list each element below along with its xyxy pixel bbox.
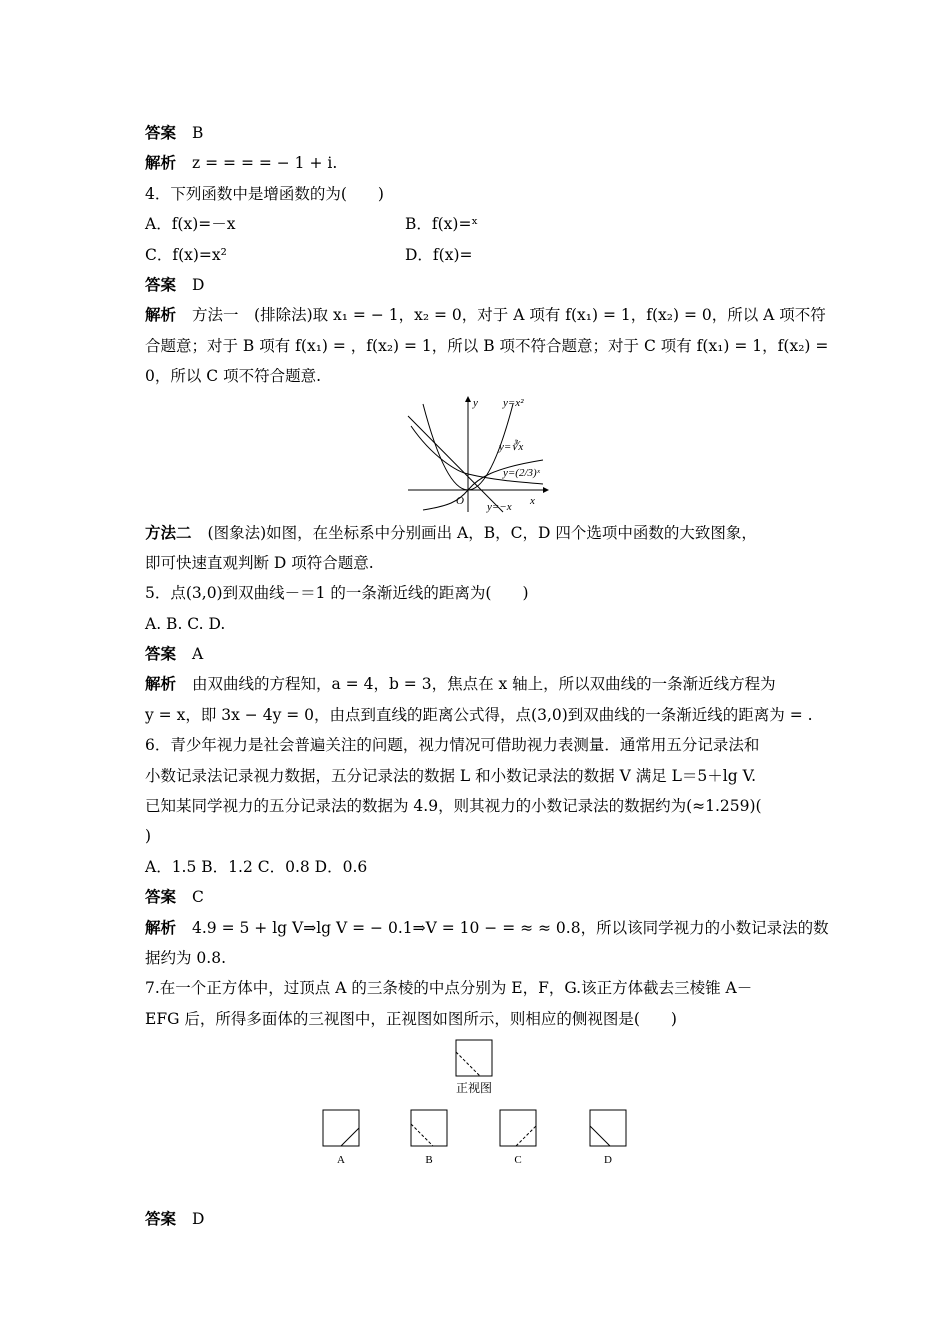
q6-stem-line-2: 小数记录法记录视力数据，五分记录法的数据 L 和小数记录法的数据 V 满足 L＝5＋lg V. <box>145 766 756 785</box>
q4-options-row-1 <box>145 209 805 239</box>
answer-value: C <box>192 888 204 907</box>
q6-stem-line-1: 6．青少年视力是社会普遍关注的问题，视力情况可借助视力表测量．通常用五分记录法和 <box>145 736 760 755</box>
function-graph-figure <box>145 394 805 514</box>
method2-label: 方法二 <box>145 522 192 542</box>
q5-stem: 5．点(3,0)到双曲线－＝1 的一条渐近线的距离为( ) <box>145 584 529 603</box>
q5-answer-line <box>145 639 805 669</box>
answer-value: D <box>192 1210 205 1229</box>
graph-label-x: x <box>530 494 535 507</box>
q5-analysis-line-1 <box>145 669 805 699</box>
answer-label: 答案 <box>145 123 177 142</box>
q3-answer-line <box>145 118 805 148</box>
q6-analysis-line-2: 据约为 0.8. <box>145 948 227 967</box>
q4-option-b: B．f(x)=ˣ <box>405 215 479 234</box>
q6-answer-line <box>145 882 805 912</box>
y-axis-arrow <box>465 396 471 402</box>
choice-d-label: D <box>604 1154 612 1167</box>
q6-stem-line-4: ) <box>145 827 152 846</box>
graph-label-cube-root: y=∛x <box>499 440 524 453</box>
q4-analysis-line-2: 合题意；对于 B 项有 f(x₁) = ，f(x₂) = 1，所以 B 项不符合题意；对于 C 项有 f(x₁) = 1，f(x₂) = <box>145 336 829 355</box>
analysis-label: 解析 <box>145 674 177 694</box>
q6-stem-line-3: 已知某同学视力的五分记录法的数据为 4.9，则其视力的小数记录法的数据约为(≈1.259)( <box>145 797 762 816</box>
front-view-label: 正视图 <box>455 1081 493 1096</box>
method2-text: (图象法)如图，在坐标系中分别画出 A，B，C，D 四个选项中函数的大致图象， <box>207 523 757 542</box>
three-view-diagram <box>145 1034 805 1204</box>
q4-answer-line <box>145 270 805 300</box>
answer-label: 答案 <box>145 887 177 907</box>
choice-a-label: A <box>337 1154 345 1167</box>
analysis-label: 解析 <box>145 305 177 325</box>
analysis-label: 解析 <box>145 153 177 173</box>
analysis-text: 方法一 (排除法)取 x₁ = − 1，x₂ = 0，对于 A 项有 f(x₁) = 1，f(x₂) = 0，所以 A 项不符 <box>192 306 826 325</box>
analysis-label: 解析 <box>145 917 177 937</box>
choice-a-edge <box>341 1128 359 1146</box>
q5-options: A. B. C. D. <box>145 614 226 633</box>
choice-c-label: C <box>514 1154 522 1167</box>
q4-option-d: D．f(x)= <box>405 245 473 264</box>
three-view-figure <box>145 1034 805 1204</box>
q4-method2-line-2: 即可快速直观判断 D 项符合题意. <box>145 553 374 572</box>
q3-analysis-line <box>145 148 805 178</box>
x-axis-arrow <box>543 487 549 493</box>
choice-b-square <box>411 1110 447 1146</box>
front-view-hidden-edge <box>456 1052 480 1076</box>
q4-option-a: A．f(x)=－x <box>145 215 236 234</box>
q6-analysis-line-1 <box>145 913 829 943</box>
graph-label-exponential: y=(2/3)ˣ <box>503 466 540 479</box>
choice-c-square <box>500 1110 536 1146</box>
function-graph <box>403 394 553 514</box>
q7-stem-line-2: EFG 后，所得多面体的三视图中，正视图如图所示，则相应的侧视图是( ) <box>145 1009 677 1028</box>
analysis-text: 由双曲线的方程知，a = 4，b = 3，焦点在 x 轴上，所以双曲线的一条渐近线方程为 <box>192 675 776 694</box>
choice-a-square <box>323 1110 359 1146</box>
answer-value: D <box>192 275 205 294</box>
q7-stem-line-1: 7.在一个正方体中，过顶点 A 的三条棱的中点分别为 E，F，G.该正方体截去三棱锥 A－ <box>145 979 753 998</box>
graph-label-y: y <box>473 396 478 409</box>
choice-c-hidden-edge <box>516 1126 536 1146</box>
q4-stem: 4．下列函数中是增函数的为( ) <box>145 184 384 203</box>
choice-b-hidden-edge <box>411 1124 433 1146</box>
choice-d-square <box>590 1110 626 1146</box>
answer-label: 答案 <box>145 274 177 294</box>
document-page <box>145 118 829 1235</box>
analysis-text: z = = = = − 1 + i. <box>192 154 338 173</box>
graph-label-x-squared: y=x² <box>503 396 524 409</box>
choice-d-edge <box>590 1126 610 1146</box>
q4-option-c: C．f(x)=x² <box>145 245 227 264</box>
q4-analysis-line-1 <box>145 300 826 330</box>
q4-analysis-line-3: 0，所以 C 项不符合题意. <box>145 367 322 386</box>
graph-label-origin: O <box>456 494 464 507</box>
answer-value: B <box>192 124 204 142</box>
analysis-text: 4.9 = 5 + lg V⇒lg V = − 0.1⇒V = 10 − = ≈ ≈ 0.8，所以该同学视力的小数记录法的数 <box>192 918 829 937</box>
graph-label-negative-x: y=−x <box>487 500 512 513</box>
answer-label: 答案 <box>145 1209 177 1229</box>
q4-options-row-2 <box>145 240 805 270</box>
choice-b-label: B <box>425 1154 433 1167</box>
q6-options: A．1.5 B．1.2 C．0.8 D．0.6 <box>145 857 368 876</box>
answer-label: 答案 <box>145 644 177 664</box>
q4-method2-line-1 <box>145 518 805 548</box>
q7-answer-line <box>145 1204 805 1234</box>
answer-value: A <box>192 645 204 664</box>
q5-analysis-line-2: y = x，即 3x − 4y = 0，由点到直线的距离公式得，点(3,0)到双曲线的一条渐近线的距离为 = . <box>145 705 813 724</box>
